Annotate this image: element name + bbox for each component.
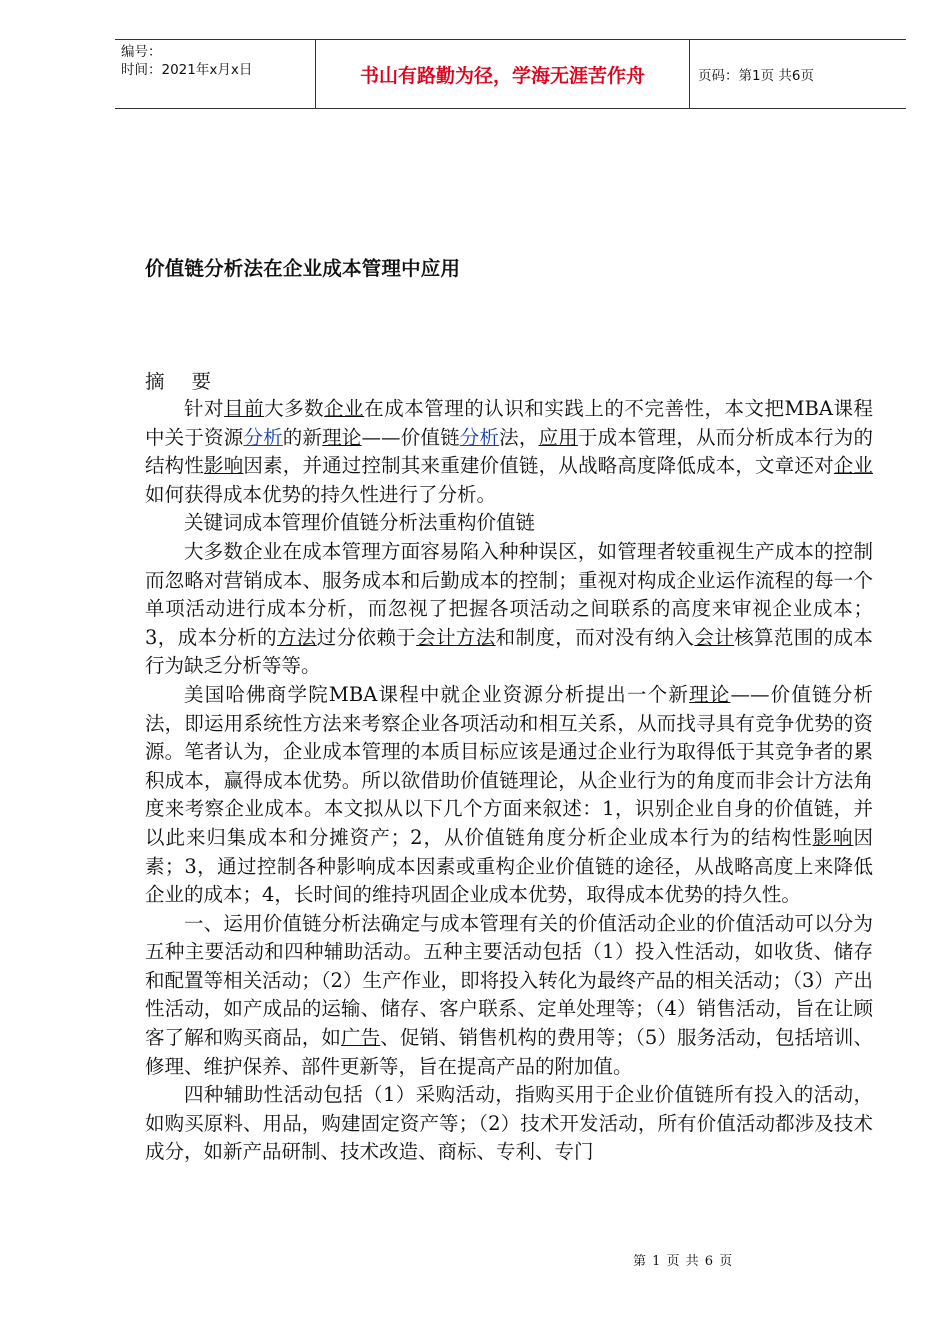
header-motto: 书山有路勤为径，学海无涯苦作舟 xyxy=(316,40,690,108)
link-text[interactable]: 应用 xyxy=(538,425,578,449)
link-text[interactable]: 分析 xyxy=(459,425,500,449)
document-body xyxy=(145,395,873,1167)
page-footer: 第 1 页 共 6 页 xyxy=(633,1254,734,1269)
link-text[interactable]: 理论 xyxy=(322,425,362,449)
body-paragraph: 四种辅助性活动包括（1）采购活动，指购买用于企业价值链所有投入的活动，如购买原料、用品，购建固定资产等；（2）技术开发活动，所有价值活动都涉及技术成分，如新产品研制、技术改造、商标、专利、专门 xyxy=(145,1083,873,1164)
link-text[interactable]: 分析 xyxy=(243,425,283,449)
time-label: 时间：2021年x月x日 xyxy=(121,62,253,78)
header-meta-cell xyxy=(115,40,316,108)
body-paragraph: 大多数企业在成本管理方面容易陷入种种误区，如管理者较重视生产成本的控制而忽略对营销成本、服务成本和后勤成本的控制；重视对构成企业运作流程的每一个单项活动进行成本分析，而忽视了把握各项活动之间联系的高度来审视企业成本；3，成本分析的方法过分依赖于会计方法和制度，而对没有纳入会计核算范围的成本行为缺乏分析等等。 xyxy=(145,539,873,678)
link-text[interactable]: 企业 xyxy=(833,454,873,478)
link-text[interactable]: 会计方法 xyxy=(416,625,496,649)
header-table xyxy=(115,39,906,109)
serial-label: 编号： xyxy=(121,44,162,60)
abstract-heading: 摘 要 xyxy=(145,370,212,393)
link-text[interactable]: 方法 xyxy=(277,625,317,649)
link-text[interactable]: 企业 xyxy=(324,397,365,420)
link-text[interactable]: 广告 xyxy=(341,1026,381,1050)
abstract-paragraph: 针对目前大多数企业在成本管理的认识和实践上的不完善性，本文把MBA课程中关于资源分析的新理论——价值链分析法，应用于成本管理，从而分析成本行为的结构性影响因素，并通过控制其来重建价值链，从战略高度降低成本，文章还对企业如何获得成本优势的持久性进行了分析。 xyxy=(145,397,873,506)
link-text[interactable]: 理论 xyxy=(689,682,731,706)
link-text[interactable]: 影响 xyxy=(204,454,244,478)
link-text[interactable]: 影响 xyxy=(812,825,854,849)
body-paragraph: 一、运用价值链分析法确定与成本管理有关的价值活动企业的价值活动可以分为五种主要活动和四种辅助活动。五种主要活动包括（1）投入性活动，如收货、储存和配置等相关活动；（2）生产作业，即将投入转化为最终产品的相关活动；（3）产出性活动，如产成品的运输、储存、客户联系、定单处理等；（4）销售活动，旨在让顾客了解和购买商品，如广告、促销、销售机构的费用等；（5）服务活动，包括培训、修理、维护保养、部件更新等，旨在提高产品的附加值。 xyxy=(145,911,873,1078)
body-paragraph: 美国哈佛商学院MBA课程中就企业资源分析提出一个新理论——价值链分析法，即运用系统性方法来考察企业各项活动和相互关系，从而找寻具有竞争优势的资源。笔者认为，企业成本管理的本质目标应该是通过企业行为取得低于其竞争者的累积成本，赢得成本优势。所以欲借助价值链理论，从企业行为的角度而非会计方法角度来考察企业成本。本文拟从以下几个方面来叙述：1，识别企业自身的价值链，并以此来归集成本和分摊资产；2，从价值链角度分析企业成本行为的结构性影响因素；3，通过控制各种影响成本因素或重构企业价值链的途径，从战略高度上来降低企业的成本；4，长时间的维持巩固企业成本优势，取得成本优势的持久性。 xyxy=(145,682,873,907)
keywords-paragraph: 关键词成本管理价值链分析法重构价值链 xyxy=(184,511,536,535)
header-page-info: 页码：第1页 共6页 xyxy=(698,68,814,84)
link-text[interactable]: 目前 xyxy=(224,397,265,420)
link-text[interactable]: 会计 xyxy=(694,625,735,649)
document-title: 价值链分析法在企业成本管理中应用 xyxy=(145,257,461,280)
